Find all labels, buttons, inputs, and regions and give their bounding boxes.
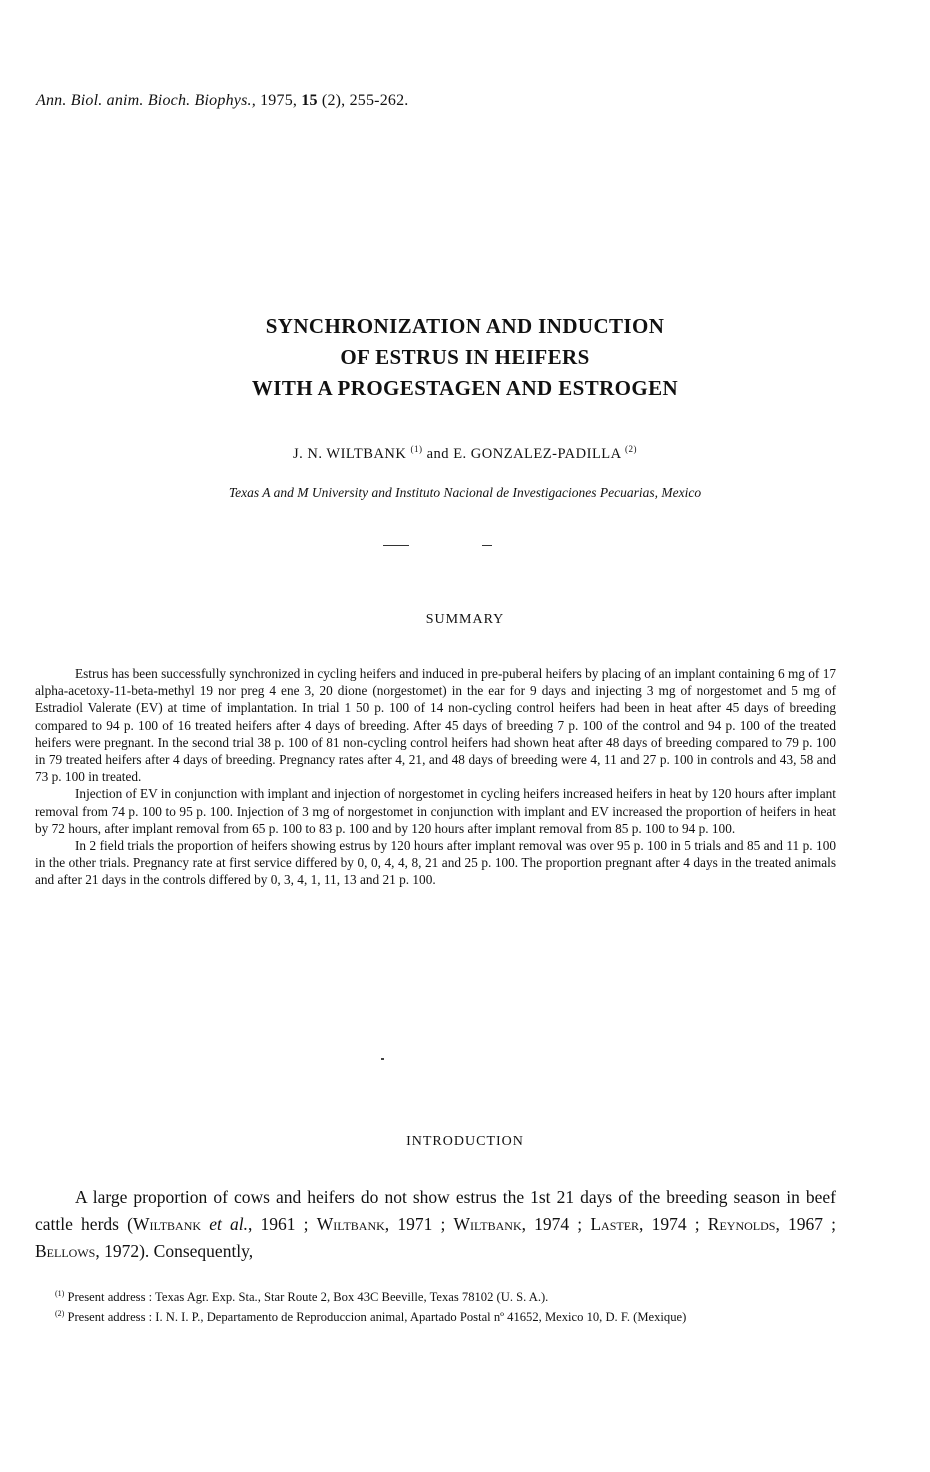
footnote: [35, 1286, 836, 1306]
author-conjunction: and: [426, 445, 450, 462]
citation-author: Wiltbank: [453, 1214, 522, 1234]
summary-body: [35, 665, 836, 889]
introduction-paragraph: [35, 1184, 836, 1265]
author-name: J. N. WILTBANK: [293, 445, 407, 462]
footnote-marker: (1): [55, 1289, 65, 1298]
journal-name: Ann. Biol. anim. Bioch. Biophys.,: [36, 92, 256, 109]
summary-paragraph: Injection of EV in conjunction with implant and injection of norgestomet in cycling heifers increased heifers in heat by 120 hours after implant removal from 74 p. 100 to 95 p. 100. Injection of 3 mg of norgestomet in conjunction with implant and EV increased the proportion of heifers in heat by 72 hours, after implant removal from 65 p. 100 to 83 p. 100 and by 120 hours after implant removal from 85 p. 100 to 94 p. 100.: [35, 786, 836, 836]
intro-text: , 1971 ;: [384, 1214, 454, 1234]
citation-author: Wiltbank: [132, 1214, 202, 1234]
citation-author: Wiltbank: [316, 1214, 385, 1234]
introduction-body: [35, 1184, 836, 1265]
citation-author: Reynolds: [707, 1214, 776, 1234]
author-line: [0, 444, 930, 463]
footnotes: [35, 1286, 836, 1325]
intro-text: , 1974 ;: [521, 1214, 591, 1234]
footnote-text: Present address : I. N. I. P., Departamento de Reproduccion animal, Apartado Postal nº 41652, Mexico 10, D. F. (Mexique): [67, 1309, 687, 1324]
summary-heading: SUMMARY: [425, 612, 505, 627]
affiliation: Texas A and M University and Instituto Nacional de Investigaciones Pecuarias, Mexico: [228, 485, 702, 500]
intro-text: A large proportion of cows and heifers do not show estrus the 1st 21 days of the breeding season in beef cattle herds (: [35, 1187, 836, 1234]
summary-paragraph: Estrus has been successfully synchronized in cycling heifers and induced in pre-puberal heifers by placing of an implant containing 6 mg of 17 alpha-acetoxy-11-beta-methyl 19 nor preg 4 ene 3, 20 dione (norgestomet) in the ear for 9 days and injecting 3 mg of norgestomet and 5 mg of Estradiol Valerate (EV) at time of implantation. In trial 1 50 p. 100 of 14 non-cycling control heifers had been in heat after 45 days of breeding compared to 94 p. 100 of 16 treated heifers after 4 days of breeding. After 45 days of breeding 7 p. 100 of the control and 94 p. 100 of the treated heifers were pregnant. In the second trial 38 p. 100 of 81 non-cycling control heifers had shown heat after 48 days of breeding compared to 79 p. 100 in 79 treated heifers after 4 days of breeding. Pregnancy rates after 4, 21, and 48 days of breeding were 4, 11 and 27 p. 100 in controls and 43, 58 and 73 p. 100 in treated.: [35, 666, 836, 785]
footnote-marker: (1): [410, 444, 423, 454]
journal-issue-pages: (2), 255-262.: [321, 92, 409, 109]
intro-text: , 1967 ;: [775, 1214, 837, 1234]
separator-dash: [383, 545, 409, 546]
footnote: [35, 1306, 836, 1326]
journal-citation: [36, 92, 409, 110]
intro-text: , 1974 ;: [639, 1214, 708, 1234]
author-name: E. GONZALEZ-PADILLA: [453, 445, 621, 462]
title-line: WITH A PROGESTAGEN AND ESTROGEN: [251, 376, 679, 400]
footnote-marker: (2): [55, 1308, 65, 1318]
citation-etal: et al.: [209, 1214, 248, 1234]
introduction-heading: INTRODUCTION: [406, 1134, 524, 1149]
separator-dash: [482, 545, 492, 546]
title-line: SYNCHRONIZATION AND INDUCTION: [265, 314, 665, 338]
citation-author: Laster: [590, 1214, 640, 1234]
title-line: OF ESTRUS IN HEIFERS: [340, 345, 590, 369]
article-title: [0, 311, 930, 404]
citation-author: Bellows: [35, 1241, 96, 1261]
summary-paragraph: In 2 field trials the proportion of heifers showing estrus by 120 hours after implant removal was over 95 p. 100 in 5 trials and 85 and 11 p. 100 in the other trials. Pregnancy rate at first service differed by 0, 0, 4, 4, 8, 21 and 25 p. 100. The proportion pregnant after 4 days in the treated animals and after 21 days in the controls differed by 0, 3, 4, 1, 11, 13 and 21 p. 100.: [35, 838, 836, 888]
intro-text: , 1972). Consequently,: [95, 1241, 254, 1261]
intro-text: , 1961 ;: [247, 1214, 317, 1234]
section-divider: [381, 1058, 384, 1060]
journal-volume: 15: [301, 92, 318, 109]
footnote-text: Present address : Texas Agr. Exp. Sta., Star Route 2, Box 43C Beeville, Texas 78102 (U. S. A.).: [67, 1290, 549, 1305]
footnote-marker: (2): [624, 444, 637, 454]
journal-year: 1975,: [260, 92, 298, 109]
